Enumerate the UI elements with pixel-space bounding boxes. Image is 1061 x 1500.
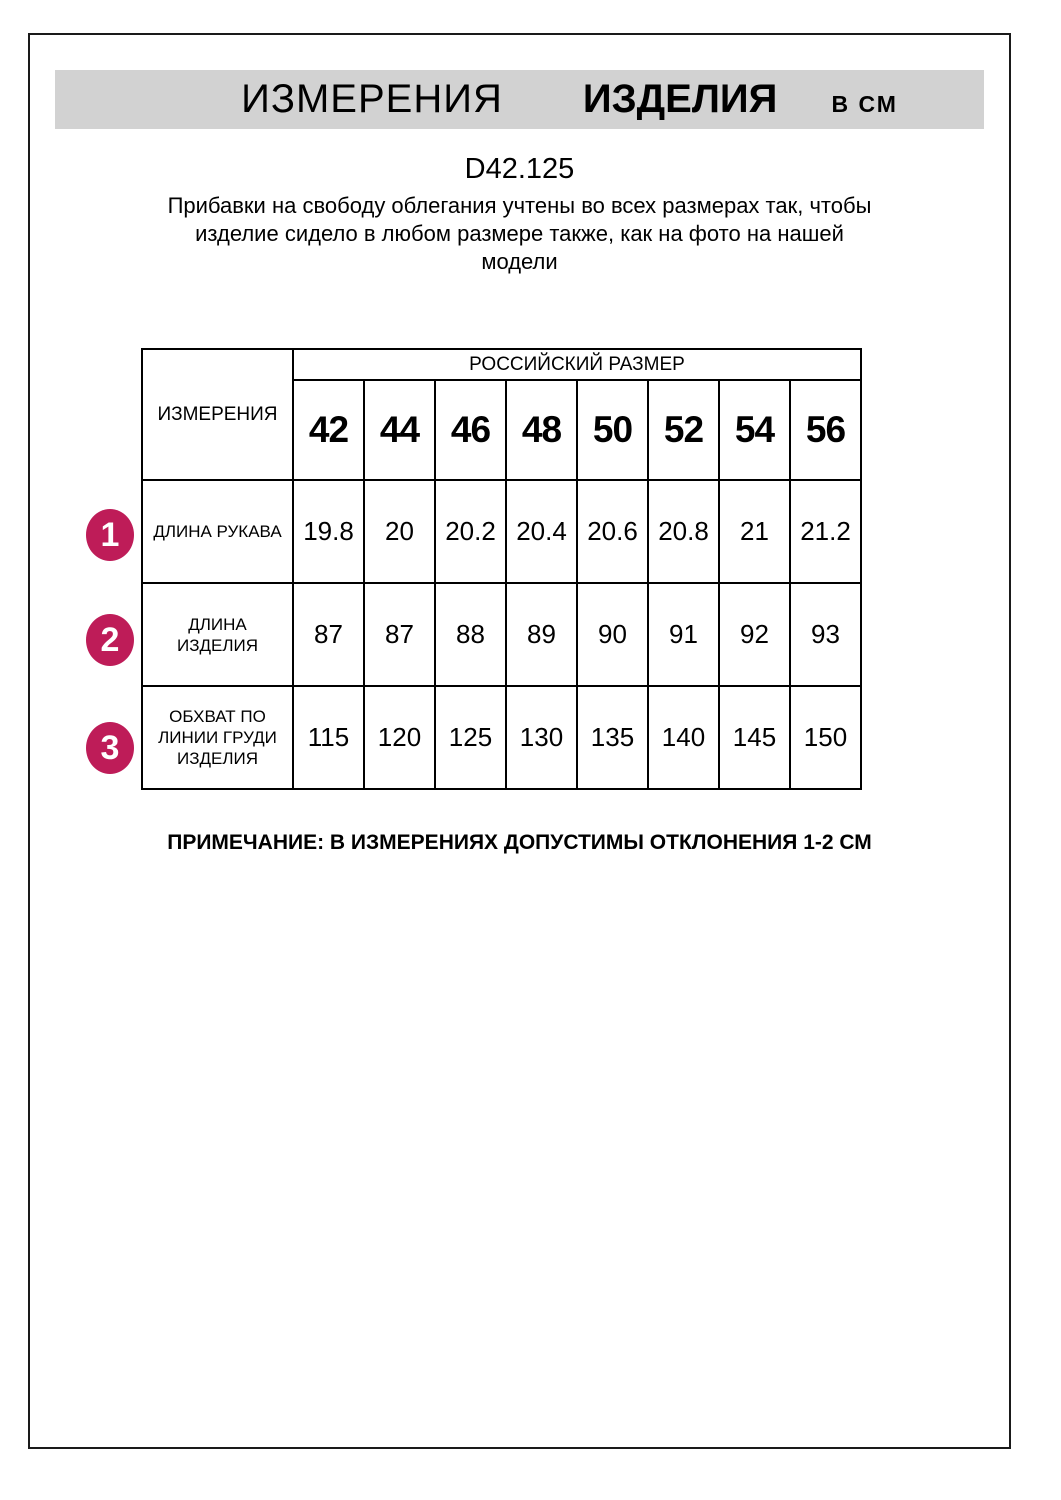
- table-cell: 150: [790, 686, 861, 789]
- table-cell: 19.8: [293, 480, 364, 583]
- size-header: 46: [435, 380, 506, 480]
- model-code: D42.125: [464, 153, 575, 185]
- fit-description-line: изделие сидело в любом размере также, как на фото на нашей: [195, 221, 844, 246]
- table-cell: 89: [506, 583, 577, 686]
- table-cell: 87: [293, 583, 364, 686]
- table-cell: 21: [719, 480, 790, 583]
- table-cell: 145: [719, 686, 790, 789]
- page-title-unit: В СМ: [831, 91, 898, 117]
- table-cell: 21.2: [790, 480, 861, 583]
- row-number-badge-1: 1: [86, 509, 134, 561]
- size-header: 44: [364, 380, 435, 480]
- size-header: 42: [293, 380, 364, 480]
- table-cell: 91: [648, 583, 719, 686]
- table-cell: 125: [435, 686, 506, 789]
- page-title-main: ИЗМЕРЕНИЯ: [241, 77, 503, 121]
- measurements-column-header: ИЗМЕРЕНИЯ: [142, 349, 293, 480]
- row-label-line: ЛИНИИ ГРУДИ: [158, 728, 277, 747]
- size-group-header: РОССИЙСКИЙ РАЗМЕР: [293, 349, 861, 380]
- row-label: [142, 480, 293, 583]
- title-bar: [55, 70, 984, 129]
- table-cell: 20.4: [506, 480, 577, 583]
- table-row-sleeve-length: [142, 480, 861, 583]
- table-cell: 120: [364, 686, 435, 789]
- table-cell: 20.2: [435, 480, 506, 583]
- row-label-line: ИЗДЕЛИЯ: [177, 749, 258, 768]
- size-header: 48: [506, 380, 577, 480]
- size-header: 56: [790, 380, 861, 480]
- row-label-line: ДЛИНА: [188, 614, 247, 634]
- row-label: [142, 583, 293, 686]
- fit-description-line: Прибавки на свободу облегания учтены во всех размерах так, чтобы: [167, 193, 872, 218]
- row-label: [142, 686, 293, 789]
- fit-description: [28, 192, 1011, 276]
- tolerance-note: ПРИМЕЧАНИЕ: В ИЗМЕРЕНИЯХ ДОПУСТИМЫ ОТКЛОНЕНИЯ 1-2 СМ: [167, 831, 872, 854]
- size-header: 52: [648, 380, 719, 480]
- table-cell: 87: [364, 583, 435, 686]
- table-cell: 88: [435, 583, 506, 686]
- row-label-line: ИЗДЕЛИЯ: [177, 635, 258, 655]
- row-label-line: ОБХВАТ ПО: [169, 707, 266, 726]
- table-cell: 92: [719, 583, 790, 686]
- table-header-group-row: [142, 349, 861, 380]
- table-cell: 20.8: [648, 480, 719, 583]
- size-table: [141, 348, 862, 790]
- fit-description-line: модели: [481, 249, 558, 274]
- size-header: 54: [719, 380, 790, 480]
- table-row-chest-girth: [142, 686, 861, 789]
- row-number-badge-2: 2: [86, 614, 134, 666]
- table-cell: 140: [648, 686, 719, 789]
- table-cell: 20: [364, 480, 435, 583]
- table-cell: 130: [506, 686, 577, 789]
- table-cell: 20.6: [577, 480, 648, 583]
- row-number-badge-3: 3: [86, 722, 134, 774]
- table-cell: 90: [577, 583, 648, 686]
- page-title-secondary: ИЗДЕЛИЯ: [582, 77, 778, 121]
- row-label-line: ДЛИНА РУКАВА: [153, 522, 282, 541]
- size-header: 50: [577, 380, 648, 480]
- table-cell: 115: [293, 686, 364, 789]
- table-cell: 135: [577, 686, 648, 789]
- table-row-garment-length: [142, 583, 861, 686]
- table-cell: 93: [790, 583, 861, 686]
